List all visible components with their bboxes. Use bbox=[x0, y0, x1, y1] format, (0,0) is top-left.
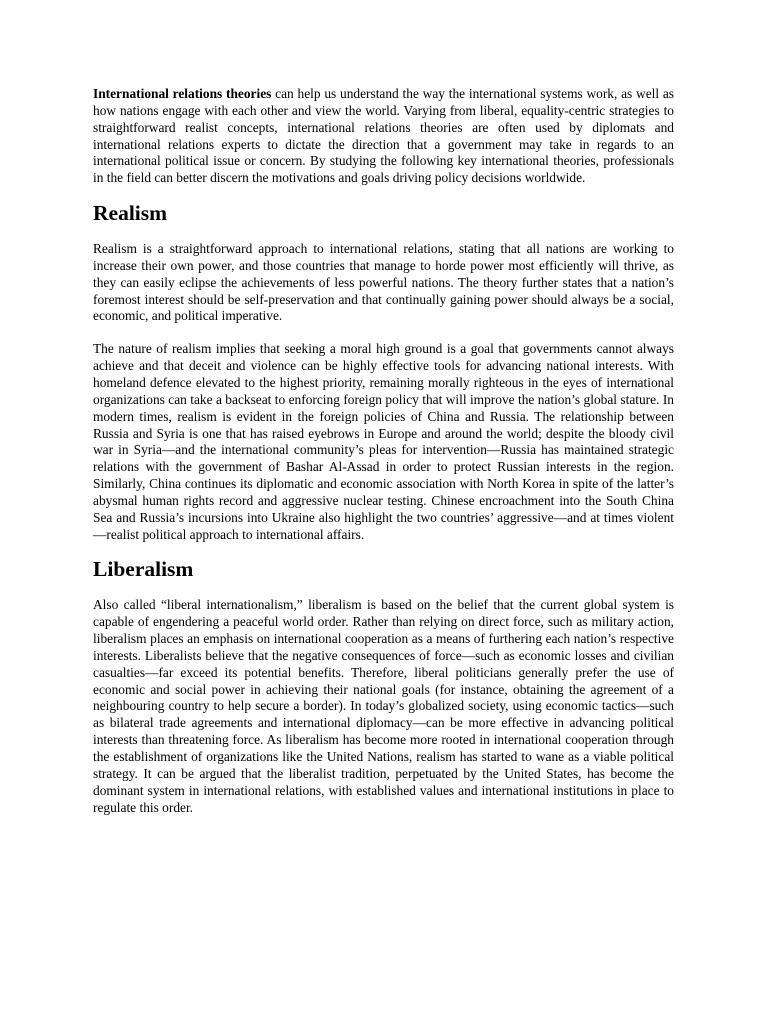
section-heading-liberalism: Liberalism bbox=[93, 557, 194, 582]
section-heading-realism: Realism bbox=[93, 201, 168, 226]
liberalism-paragraph-1: Also called “liberal internationalism,” liberalism is based on the belief that the current global system is capable of engendering a peaceful world order. Rather than relying on direct force, such as military action, liberalism places an emphasis on international cooperation as a means of furthering each nation’s respective interests. Liberalists believe that the negative consequences of force—such as economic losses and civilian casualties—far exceed its potential benefits. Therefore, liberal politicians generally prefer the use of economic and social power in achieving their national goals (for instance, obtaining the agreement of a neighbouring country to help secure a border). In today’s globalized society, using economic tactics—such as bilateral trade agreements and international diplomacy—can be more effective in advancing political interests than threatening force. As liberalism has become more rooted in international cooperation through the establishment of organizations like the United Nations, realism has started to wane as a viable political strategy. It can be argued that the liberalist tradition, perpetuated by the United States, has become the dominant system in international relations, with established values and international institutions in place to regulate this order. bbox=[93, 597, 674, 815]
intro-paragraph bbox=[93, 86, 674, 187]
realism-paragraph-1: Realism is a straightforward approach to international relations, stating that all nations are working to increase their own power, and those countries that manage to horde power most efficiently will thrive, as they can easily eclipse the achievements of less powerful nations. The theory further states that a nation’s foremost interest should be self-preservation and that continually gaining power should always be a social, economic, and political imperative. bbox=[93, 241, 674, 324]
realism-paragraph-2: The nature of realism implies that seeking a moral high ground is a goal that governments cannot always achieve and that deceit and violence can be highly effective tools for advancing national interests. With homeland defence elevated to the highest priority, remaining morally righteous in the eyes of international organizations can take a backseat to enforcing foreign policy that will improve the nation’s global stature. In modern times, realism is evident in the foreign policies of China and Russia. The relationship between Russia and Syria is one that has raised eyebrows in Europe and around the world; despite the bloody civil war in Syria—and the international community’s pleas for intervention—Russia has maintained strategic relations with the government of Bashar Al-Assad in order to protect Russian interests in the region. Similarly, China continues its diplomatic and economic association with North Korea in spite of the latter’s abysmal human rights record and aggressive nuclear testing. Chinese encroachment into the South China Sea and Russia’s incursions into Ukraine also highlight the two countries’ aggressive—and at times violent—realist political approach to international affairs. bbox=[93, 341, 674, 542]
intro-text: can help us understand the way the international systems work, as well as how nations engage with each other and view the world. Varying from liberal, equality-centric strategies to straightforward realist concepts, international relations theories are often used by diplomats and international relations experts to dictate the direction that a government may take in regards to an international political issue or concern. By studying the following key international theories, professionals in the field can better discern the motivations and goals driving policy decisions worldwide. bbox=[93, 86, 675, 186]
document-page bbox=[93, 86, 674, 816]
intro-lead-term: International relations theories bbox=[93, 86, 272, 101]
